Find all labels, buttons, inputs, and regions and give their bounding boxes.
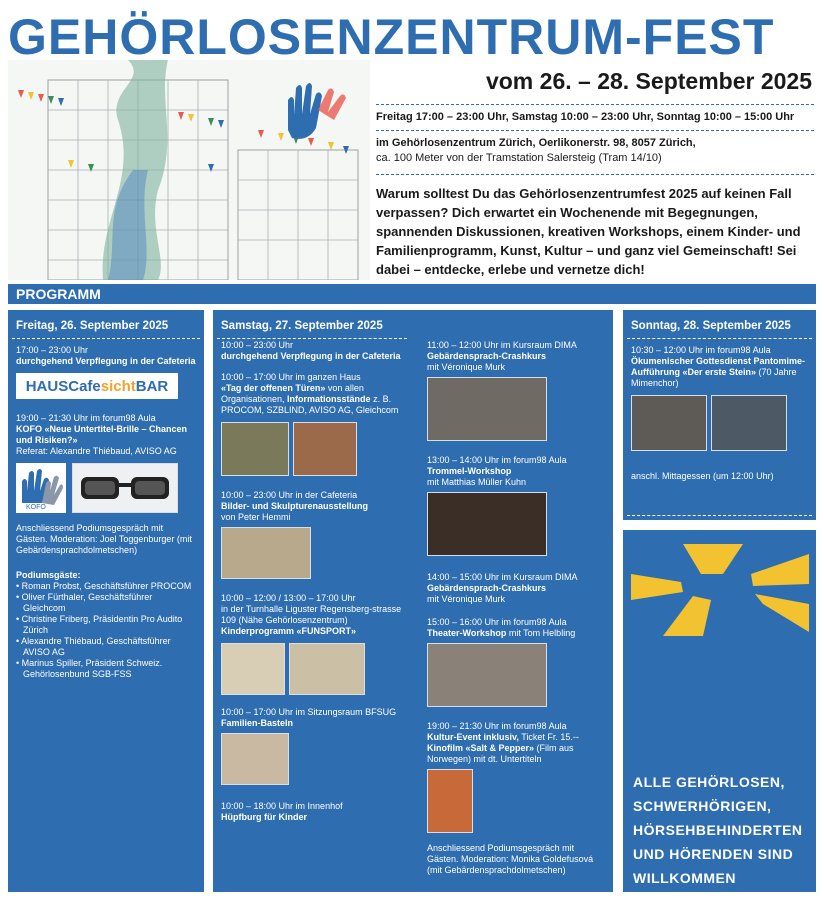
opening-hours: Freitag 17:00 – 23:00 Uhr, Samstag 10:00 – 23:00 Uhr, Sonntag 10:00 – 15:00 Uhr: [376, 111, 795, 123]
saturday-event-title: Theater-Workshop: [427, 628, 507, 638]
glasses-icon: [77, 473, 173, 503]
divider: [376, 130, 814, 131]
saturday-event-time: 10:00 – 12:00 / 13:00 – 17:00 Uhr: [221, 593, 356, 603]
saturday-heading: Samstag, 27. September 2025: [221, 320, 383, 332]
friday-event-time: 19:00 – 21:30 Uhr im forum98 Aula: [16, 413, 156, 423]
list-item: • Oliver Fürthaler, Geschäftsführer Gleichcom: [16, 592, 153, 613]
saturday-event-title: Kinofilm «Salt & Pepper»: [427, 743, 535, 753]
saturday-event-title: «Tag der offenen Türen»: [221, 383, 326, 393]
saturday-event-time: 19:00 – 21:30 Uhr im forum98 Aula: [427, 721, 567, 731]
sign-course-photo: [427, 377, 547, 441]
funsport-photo: [221, 643, 285, 695]
saturday-event-time: 15:00 – 16:00 Uhr im forum98 Aula: [427, 617, 567, 627]
exhibition-photo: [221, 527, 311, 579]
saturday-column: Samstag, 27. September 2025 10:00 – 23:00 Uhr durchgehend Verpflegung in der Cafeteria 10:00 – 17:00 Uhr im ganzen Haus «Tag der offenen Türen» von allen Organisationen, Informationsstände z. B. PROCOM, SZBLIND, AVISO AG, Gleichcom 10:00 – 23:00 Uhr in der Cafeteria Bilder- und Skulpturenausstellung von Peter Hemmi 10:00 – 12:00 / 13:00 – 17:00 Uhr in der Turnhalle Liguster Regensberg-strasse 109 (Nähe Gehörlosenzentrum) Kinderprogramm «FUNSPORT» 10:00 – 17:00 Uhr im Sitzungsraum BFSUG Familien-Basteln 10:00 – 18:00 Uhr im Innenhof Hüpfburg für Kinder 11:00 – 12:00 Uhr im Kursraum DIMA Gebärdensprach-Crashkurs mit Véronique Murk 13:00 – 14:00 Uhr im forum98 Aula Trommel-Workshop mit Matthias Müller Kuhn 14:00 – 15:00 Uhr im Kursraum DIMA Gebärdensprach-Crashkurs mit Véronique Murk 15:00 – 16:00 Uhr im forum98 Aula Theater-Workshop mit Tom Helbling 19:00 – 21:30 Uhr im forum98 Aula Kultur-Event inklusiv, Ticket Fr. 15.-- Kinofilm «Salt & Pepper» (Film aus Norwegen) mit dt. Untertiteln Anschliessend Podiumsgespräch mit Gästen. Moderation: Monika Goldefusová (mit Gebärdensprachdolmetschen): [213, 310, 613, 892]
welcome-message: ALLE GEHÖRLOSEN, SCHWERHÖRIGEN, HÖRSEHBEHINDERTEN UND HÖRENDEN SIND WILLKOMMEN: [633, 774, 803, 886]
saturday-event-title: durchgehend Verpflegung in der Cafeteria: [221, 351, 401, 361]
saturday-event-time: 14:00 – 15:00 Uhr im Kursraum DIMA: [427, 572, 578, 582]
saturday-event-time: 10:00 – 18:00 Uhr im Innenhof: [221, 801, 343, 811]
page-title: GEHÖRLOSENZENTRUM-FEST: [8, 9, 775, 65]
saturday-event-artist: von Peter Hemmi: [221, 512, 291, 522]
event-dates: vom 26. – 28. September 2025: [485, 68, 812, 94]
saturday-event-time: 10:00 – 17:00 Uhr im Sitzungsraum BFSUG: [221, 707, 397, 717]
tram-distance: ca. 100 Meter von der Tramstation Salersteig (Tram 14/10): [376, 152, 662, 164]
friday-heading: Freitag, 26. September 2025: [16, 320, 169, 332]
saturday-event-title: Kinderprogramm «FUNSPORT»: [221, 626, 357, 636]
friday-podium-text: Anschliessend Podiumsgespräch mit Gästen. Moderation: Joel Toggenburger (mit Gebärdensprachdolmetschen): [16, 523, 192, 555]
hauscafe-logo: HAUS Cafe sicht BAR: [16, 373, 178, 399]
pantomime-photo: [711, 395, 787, 451]
subtitle-glasses-photo: [72, 463, 178, 513]
yellow-rays-graphic: [623, 544, 816, 644]
saturday-event-title: Gebärdensprach-Crashkurs: [427, 351, 547, 361]
saturday-event-title: Kultur-Event inklusiv,: [427, 732, 519, 742]
divider: [217, 338, 407, 339]
friday-event-title: KOFO «Neue Untertitel-Brille – Chancen und Risiken?»: [16, 424, 188, 445]
guests-heading: Podiumsgäste:: [16, 570, 81, 580]
saturday-event-time: 13:00 – 14:00 Uhr im forum98 Aula: [427, 455, 567, 465]
pantomime-photo: [631, 395, 707, 451]
sunday-event-time: 10:30 – 12:00 Uhr im forum98 Aula: [631, 345, 771, 355]
sunday-lunch-text: anschl. Mittagessen (um 12:00 Uhr): [631, 471, 774, 481]
saturday-event-host: mit Matthias Müller Kuhn: [427, 477, 527, 487]
welcome-panel: [623, 530, 816, 892]
divider: [376, 104, 814, 105]
venue-address: im Gehörlosenzentrum Zürich, Oerlikonerstr. 98, 8057 Zürich,: [376, 137, 696, 149]
saturday-event-host: mit Véronique Murk: [427, 362, 506, 372]
info-stand-photo: [293, 422, 357, 476]
crafts-photo: [221, 733, 289, 785]
saturday-event-title: Bilder- und Skulpturenausstellung: [221, 501, 369, 511]
saturday-event-time: 10:00 – 17:00 Uhr im ganzen Haus: [221, 372, 361, 382]
info-stand-photo: [221, 422, 289, 476]
saturday-event-time: 10:00 – 23:00 Uhr in der Cafeteria: [221, 490, 358, 500]
list-item: • Marinus Spiller, Präsident Schweiz. Gehörlosenbund SGB-FSS: [16, 658, 163, 679]
film-poster-photo: [427, 769, 473, 833]
intro-text: Warum solltest Du das Gehörlosenzentrumfest 2025 auf keinen Fall verpassen? Dich erwartet ein Wochenende mit Begegnungen, spannenden Diskussionen, kreativen Workshops, einem Kinder- und Familienprogramm, Kunst, Kultur – und ganz viel Gemeinschaft! Sei dabei – entdecke, erlebe und vernetze dich!: [376, 186, 801, 277]
kofo-label: KOFO: [26, 504, 46, 511]
saturday-event-place: in der Turnhalle Liguster Regensberg-strasse 109 (Nähe Gehörlosenzentrum): [221, 604, 402, 625]
drum-workshop-photo: [427, 492, 547, 556]
saturday-event-title: Familien-Basteln: [221, 718, 294, 728]
theater-workshop-photo: [427, 643, 547, 707]
saturday-event-title: Gebärdensprach-Crashkurs: [427, 583, 547, 593]
list-item: • Alexandre Thiébaud, Geschäftsführer AVISO AG: [16, 636, 171, 657]
saturday-podium-text: Anschliessend Podiumsgespräch mit Gästen. Moderation: Monika Goldefusová (mit Gebärdensprachdolmetschen): [427, 843, 594, 875]
building-sketch-illustration: [8, 60, 370, 280]
friday-event-time: 17:00 – 23:00 Uhr: [16, 345, 89, 355]
saturday-event-title: Hüpfburg für Kinder: [221, 812, 307, 822]
friday-event-speaker: Referat: Alexandre Thiébaud, AVISO AG: [16, 446, 177, 456]
friday-event-title: durchgehend Verpflegung in der Cafeteria: [16, 356, 196, 366]
saturday-event-title: Trommel-Workshop: [427, 466, 512, 476]
saturday-event-time: 11:00 – 12:00 Uhr im Kursraum DIMA: [427, 340, 577, 350]
saturday-event-host: mit Véronique Murk: [427, 594, 506, 604]
list-item: • Christine Friberg, Präsidentin Pro Audito Zürich: [16, 614, 183, 635]
saturday-event-time: 10:00 – 23:00 Uhr: [221, 340, 294, 350]
kofo-logo: [16, 463, 66, 513]
friday-column: [8, 310, 204, 892]
programm-heading: PROGRAMM: [8, 284, 816, 304]
divider: [627, 515, 812, 516]
sunday-heading: Sonntag, 28. September 2025: [631, 320, 791, 332]
sunday-event-title: Ökumenischer Gottesdienst Pantomime-Aufführung «Der erste Stein»: [631, 356, 806, 377]
funsport-photo: [289, 643, 365, 695]
guests-list: [16, 581, 196, 680]
sunday-column: Sonntag, 28. September 2025 10:30 – 12:00 Uhr im forum98 Aula Ökumenischer Gottesdienst Pantomime-Aufführung «Der erste Stein» (70 Jahre Mimenchor) anschl. Mittagessen (um 12:00 Uhr): [623, 310, 816, 520]
divider: [376, 174, 814, 175]
list-item: • Roman Probst, Geschäftsführer PROCOM: [16, 581, 192, 591]
